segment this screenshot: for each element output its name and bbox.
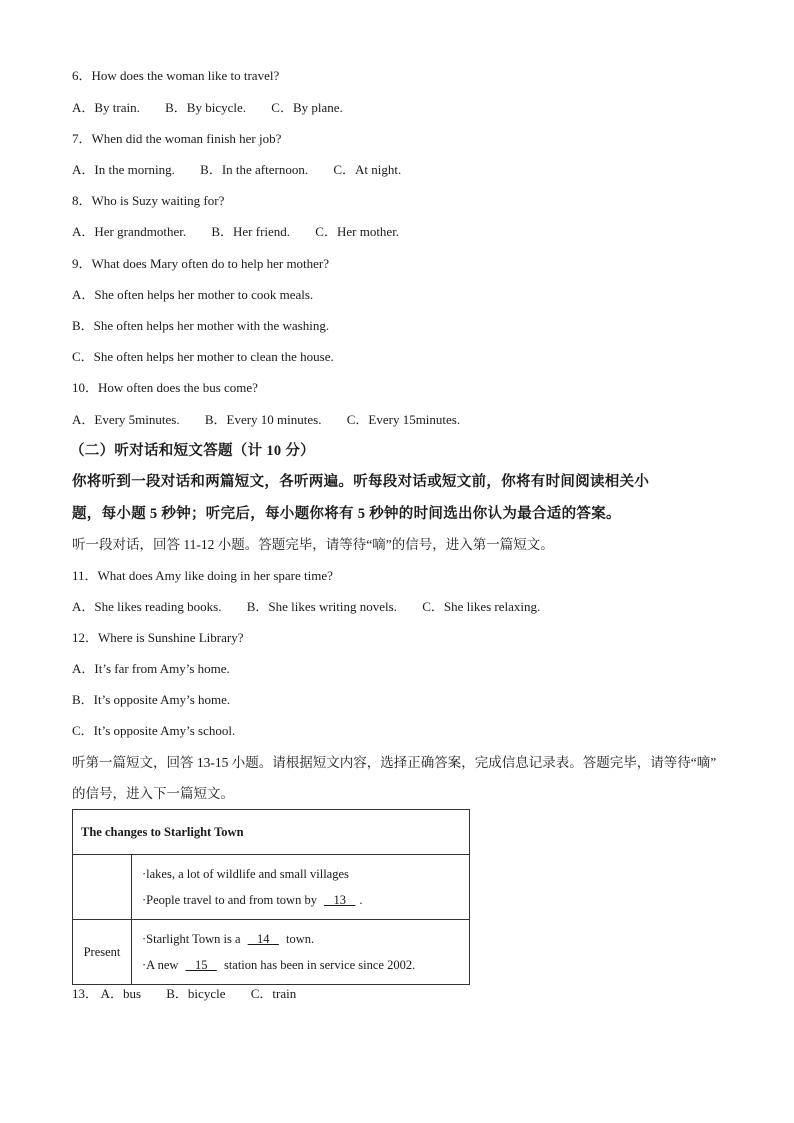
option: C．At night.: [333, 162, 402, 177]
option: A．Every 5minutes.: [72, 412, 180, 427]
option: B．She often helps her mother with the washing.: [72, 318, 330, 333]
table-row-label: [73, 855, 132, 920]
option: A．Her grandmother.: [72, 224, 187, 239]
table-text: ·People travel to and from town by: [142, 893, 317, 907]
table-line: [142, 926, 468, 952]
option: C．Every 15minutes.: [346, 412, 461, 427]
question-13: [72, 986, 296, 1002]
table-text: town.: [286, 932, 315, 946]
option: B．By bicycle.: [165, 100, 247, 115]
dialogue-intro: 听一段对话，回答 11-12 小题。答题完毕，请等待“嘀”的信号，进入第一篇短文。: [72, 537, 554, 552]
option: A．It’s far from Amy’s home.: [72, 661, 230, 676]
question-options: [72, 162, 401, 178]
option: C．Her mother.: [315, 224, 400, 239]
question-stem: 6．How does the woman like to travel?: [72, 68, 280, 83]
table-cell: [132, 920, 470, 985]
table-line: [142, 887, 468, 913]
option: A．bus: [100, 986, 142, 1001]
table-line: ·lakes, a lot of wildlife and small villages: [142, 867, 349, 881]
option: A．In the morning.: [72, 162, 175, 177]
option: B．In the afternoon.: [200, 162, 309, 177]
answer-blank-14: [244, 932, 283, 946]
option: C．train: [250, 986, 297, 1001]
question-stem: 12．Where is Sunshine Library?: [72, 630, 244, 645]
table-row-label: Present: [73, 920, 132, 985]
option: C．It’s opposite Amy’s school.: [72, 723, 236, 738]
section-instructions: 题，每小题 5 秒钟；听完后，每小题你将有 5 秒钟的时间选出你认为最合适的答案。: [72, 506, 621, 522]
option: B．Her friend.: [211, 224, 291, 239]
option: C．She likes relaxing.: [422, 599, 541, 614]
passage-intro: 听第一篇短文，回答 13-15 小题。请根据短文内容，选择正确答案，完成信息记录表。答题完毕，请等待“嘀”: [72, 755, 717, 770]
question-stem: 7．When did the woman finish her job?: [72, 131, 282, 146]
table-header: The changes to Starlight Town: [73, 810, 470, 855]
option: B．bicycle: [166, 986, 226, 1001]
table-cell: [132, 855, 470, 920]
option: B．Every 10 minutes.: [204, 412, 322, 427]
section-title: （二）听对话和短文答题（计 10 分）: [70, 443, 315, 459]
passage-intro: 的信号，进入下一篇短文。: [72, 786, 234, 801]
table-text: .: [359, 893, 363, 907]
question-options: [72, 224, 399, 240]
blank-number: 15: [194, 958, 208, 972]
section-instructions: 你将听到一段对话和两篇短文，各听两遍。听每段对话或短文前，你将有时间阅读相关小: [72, 474, 650, 490]
table-text: station has been in service since 2002.: [223, 958, 416, 972]
table-line: [142, 952, 468, 978]
question-stem: 10．How often does the bus come?: [72, 380, 258, 395]
question-stem: 13．: [72, 986, 99, 1001]
table-text: ·Starlight Town is a: [142, 932, 241, 946]
option: C．She often helps her mother to clean the house.: [72, 349, 334, 364]
question-stem: 11．What does Amy like doing in her spare time?: [72, 568, 333, 583]
question-options: [72, 599, 540, 615]
question-options: [72, 412, 460, 428]
question-stem: 9．What does Mary often do to help her mother?: [72, 256, 330, 271]
blank-number: 13: [333, 893, 346, 907]
question-options: [72, 100, 343, 116]
answer-blank-13: [320, 893, 359, 907]
answer-blank-15: [182, 958, 221, 972]
info-record-table: [72, 809, 470, 985]
option: A．She likes reading books.: [72, 599, 222, 614]
option: B．She likes writing novels.: [246, 599, 397, 614]
option: A．She often helps her mother to cook meals.: [72, 287, 314, 302]
question-stem: 8．Who is Suzy waiting for?: [72, 193, 225, 208]
option: A．By train.: [72, 100, 140, 115]
option: B．It’s opposite Amy’s home.: [72, 692, 231, 707]
table-text: ·A new: [142, 958, 179, 972]
blank-number: 14: [257, 932, 270, 946]
option: C．By plane.: [271, 100, 343, 115]
